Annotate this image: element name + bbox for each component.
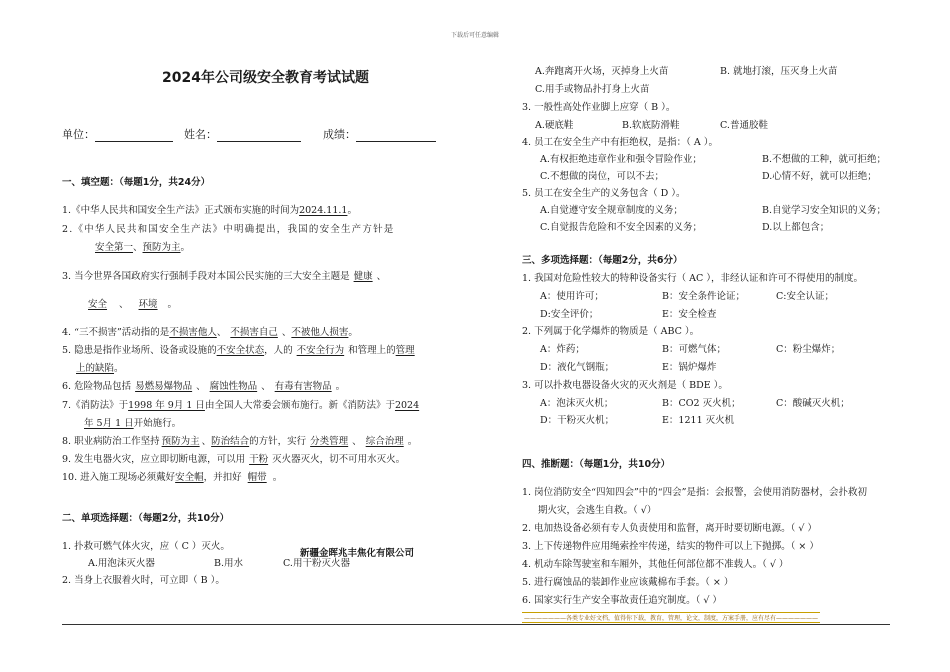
q-text: 5. 隐患是指作业场所、设备或设施的 bbox=[62, 345, 217, 356]
q-text: 、 bbox=[376, 271, 387, 282]
name-blank[interactable] bbox=[217, 130, 301, 142]
judge-item: 4. 机动车除驾驶室和车厢外，其他任何部位都不准载人。（ √ ） bbox=[522, 559, 789, 570]
q-text: 的方针，实行 bbox=[249, 436, 307, 447]
option: C.用手或物品扑打身上火苗 bbox=[535, 84, 650, 95]
q-text: 、 bbox=[201, 436, 212, 447]
judge-item: 2. 电加热设备必须有专人负责使用和监督，离开时要切断电源。（ √ ） bbox=[522, 523, 817, 534]
option: D：干粉灭火机； bbox=[540, 415, 615, 426]
option: A.用泡沫灭火器 bbox=[88, 558, 155, 569]
q-text: 10. 进入施工现场必须戴好 bbox=[62, 472, 176, 483]
fill-q7-cont bbox=[76, 415, 181, 429]
option: A：使用许可； bbox=[540, 291, 604, 302]
single-q5-stem: 5. 员工在安全生产的义务包含（ D ）。 bbox=[522, 188, 686, 199]
section4-heading: 四、推断题：（每题1分，共10分） bbox=[522, 459, 671, 470]
answer: 有毒有害物品 bbox=[274, 381, 332, 392]
fill-q3-cont bbox=[76, 296, 177, 310]
judge-item: 5. 进行腐蚀品的装卸作业应该戴棉布手套。（ × ） bbox=[522, 577, 734, 588]
option: A.有权拒绝违章作业和强令冒险作业； bbox=[540, 154, 702, 165]
multi-q1-stem: 1. 我国对危险性较大的特种设备实行（ AC ），非经认证和许可不得使用的制度。 bbox=[522, 273, 864, 284]
option: A.奔跑离开火场，灭掉身上火苗 bbox=[535, 66, 669, 77]
q-text: 6. 危险物品包括 bbox=[62, 381, 132, 392]
fill-q7 bbox=[62, 397, 419, 411]
q-text: 。 bbox=[272, 472, 283, 483]
option: A.自觉遵守安全规章制度的义务； bbox=[540, 205, 683, 216]
answer: 安全帽 bbox=[175, 472, 204, 483]
single-q4-stem: 4. 员工在安全生产中有拒绝权，是指：（ A ）。 bbox=[522, 137, 718, 148]
unit-blank[interactable] bbox=[95, 130, 173, 142]
option: D.心情不好，就可以拒绝； bbox=[762, 171, 877, 182]
q-text: 2.《中华人民共和国安全生产法》中明确提出，我国的安全生产方针是 bbox=[62, 224, 395, 235]
answer: 不损害他人 bbox=[169, 327, 217, 338]
name-field[interactable] bbox=[184, 126, 301, 142]
option: A.硬底鞋 bbox=[535, 120, 574, 131]
q-text: 。 bbox=[347, 205, 357, 216]
q-text: 灭火器灭火，切不可用水灭火。 bbox=[272, 454, 406, 465]
answer: 1998 年 9月 1 日 bbox=[128, 400, 205, 411]
multi-q3-stem: 3. 可以扑救电器设备火灾的灭火剂是（ BDE ）。 bbox=[522, 380, 728, 391]
fill-q9 bbox=[62, 451, 405, 465]
answer: 易燃易爆物品 bbox=[135, 381, 193, 392]
page-header-note: 下载后可任意编辑 bbox=[450, 32, 499, 39]
answer: 2024 bbox=[394, 400, 420, 411]
q-text: 。 bbox=[167, 299, 178, 310]
option: C.自觉报告危险和不安全因素的义务； bbox=[540, 222, 702, 233]
q-text: 。 bbox=[114, 363, 124, 374]
section3-heading: 三、多项选择题：（每题2分，共6分） bbox=[522, 255, 683, 266]
fill-q10 bbox=[62, 469, 282, 483]
answer: 环境 bbox=[138, 299, 158, 310]
exam-title: 2024年公司级安全教育考试试题 bbox=[162, 70, 369, 86]
answer: 帽带 bbox=[247, 472, 267, 483]
answer: 安全第一 bbox=[95, 242, 134, 253]
judge-item: 期火灾，会逃生自救。（ √） bbox=[538, 505, 657, 516]
option: C.用干粉灭火器 bbox=[283, 558, 350, 569]
single-q3-stem: 3. 一般性高处作业脚上应穿（ B ）。 bbox=[522, 102, 676, 113]
answer: 安全 bbox=[88, 299, 108, 310]
option: E：1211 灭火机 bbox=[662, 415, 735, 426]
q-text: 4. “三不损害”活动指的是 bbox=[62, 327, 170, 338]
section1-heading: 一、填空题：（每题1分，共24分） bbox=[62, 177, 211, 188]
name-label: 姓名： bbox=[184, 128, 217, 141]
option: C：粉尘爆炸； bbox=[776, 344, 841, 355]
option: B.自觉学习安全知识的义务； bbox=[762, 205, 887, 216]
fill-q5-cont bbox=[76, 360, 124, 374]
judge-item: 1. 岗位消防安全“四知四会”中的“四会”是指：会报警，会使用消防器材，会扑救初 bbox=[522, 487, 868, 498]
q-text: 7.《消防法》于 bbox=[62, 400, 129, 411]
answer: 年 5月 1 日 bbox=[84, 418, 134, 429]
q-text: 。 bbox=[180, 242, 191, 253]
answer: 不被他人损害 bbox=[291, 327, 349, 338]
option: E：安全检查 bbox=[662, 309, 717, 320]
option: C：酸碱灭火机； bbox=[776, 398, 850, 409]
option: D.以上都包含； bbox=[762, 222, 830, 233]
option: B. 就地打滚，压灭身上火苗 bbox=[720, 66, 838, 77]
option: E：锅炉爆炸 bbox=[662, 362, 717, 373]
option: C.普通胶鞋 bbox=[720, 120, 768, 131]
fill-q2 bbox=[62, 221, 394, 235]
answer: 预防为主 bbox=[161, 436, 200, 447]
company-name: 新疆金晖兆丰焦化有限公司 bbox=[300, 548, 415, 559]
judge-item: 6. 国家实行生产安全事故责任追究制度。（ √ ） bbox=[522, 595, 722, 606]
answer: 干粉 bbox=[249, 454, 269, 465]
fill-q4: 4. “三不损害”活动指的是不损害他人、 不损害自己 、不被他人损害。 bbox=[62, 327, 358, 338]
option: A：泡沫灭火机； bbox=[540, 398, 614, 409]
option: B：CO2 灭火机； bbox=[662, 398, 741, 409]
answer: 管理 bbox=[395, 345, 415, 356]
single-q1-stem: 1. 扑救可燃气体火灾，应（ C ）灭火。 bbox=[62, 541, 230, 552]
unit-field[interactable] bbox=[62, 126, 173, 142]
q-text: 由全国人大常委会颁布施行。新《消防法》于 bbox=[204, 400, 395, 411]
answer: 不安全行为 bbox=[296, 345, 345, 356]
q-text: 9. 发生电器火灾，应立即切断电源，可以用 bbox=[62, 454, 246, 465]
score-label: 成绩： bbox=[323, 128, 356, 141]
q-text: 开始施行。 bbox=[133, 418, 182, 429]
score-blank[interactable] bbox=[356, 130, 436, 142]
answer: 分类管理 bbox=[310, 436, 349, 447]
answer: 预防为主 bbox=[142, 242, 181, 253]
fill-q6: 6. 危险物品包括 易燃易爆物品 、 腐蚀性物品 、 有毒有害物品 。 bbox=[62, 381, 346, 392]
answer: 防治结合 bbox=[211, 436, 250, 447]
answer: 综合治理 bbox=[365, 436, 404, 447]
option: A：炸药； bbox=[540, 344, 585, 355]
option: C.不想做的岗位，可以不去； bbox=[540, 171, 664, 182]
answer: 2024.11.1 bbox=[299, 205, 348, 216]
fill-q1 bbox=[62, 202, 357, 216]
fill-q3 bbox=[62, 268, 386, 282]
fill-q8: 8. 职业病防治工作坚持 预防为主 、防治结合的方针，实行 分类管理 、 综合治理 。 bbox=[62, 436, 418, 447]
option: B：可燃气体； bbox=[662, 344, 726, 355]
score-field[interactable] bbox=[323, 126, 436, 142]
multi-q2-stem: 2. 下列属于化学爆炸的物质是（ ABC ）。 bbox=[522, 326, 700, 337]
q-text: 。 bbox=[348, 327, 358, 338]
single-q2-stem: 2. 当身上衣服着火时，可立即（ B ）。 bbox=[62, 575, 225, 586]
answer: 健康 bbox=[353, 271, 373, 282]
footer-banner: ———————各类专业好文档，值得你下载，教育，管理，论文，制度，方案手册，应有尽有——————— bbox=[522, 612, 820, 623]
section2-heading: 二、单项选择题：（每题2分，共10分） bbox=[62, 513, 230, 524]
answer: 不安全状态 bbox=[216, 345, 265, 356]
bottom-divider bbox=[62, 624, 890, 625]
option: B.软底防滑鞋 bbox=[622, 120, 680, 131]
answer: 腐蚀性物品 bbox=[209, 381, 258, 392]
q-text: 和管理上的 bbox=[348, 345, 396, 356]
q-text: 1.《中华人民共和国安全生产法》正式颁布实施的时间为 bbox=[62, 205, 300, 216]
judge-item: 3. 上下传递物件应用绳索拴牢传递，结实的物件可以上下抛掷。（ × ） bbox=[522, 541, 819, 552]
option: B.用水 bbox=[214, 558, 244, 569]
fill-q2-answers bbox=[95, 239, 190, 253]
option: D：液化气钢瓶； bbox=[540, 362, 615, 373]
answer: 不损害自己 bbox=[230, 327, 278, 338]
option: D:安全评价； bbox=[540, 309, 599, 320]
q-text: 8. 职业病防治工作坚持 bbox=[62, 436, 160, 447]
q-text: 。 bbox=[335, 381, 346, 392]
q-text: ，并扣好 bbox=[203, 472, 242, 483]
q-text: 、 bbox=[119, 299, 129, 310]
option: B：安全条件论证； bbox=[662, 291, 745, 302]
q-text: ，人的 bbox=[264, 345, 293, 356]
answer: 上的缺陷 bbox=[76, 363, 115, 374]
option: C:安全认证； bbox=[776, 291, 834, 302]
unit-label: 单位： bbox=[62, 128, 95, 141]
fill-q5 bbox=[62, 342, 415, 356]
q-text: 、 bbox=[133, 242, 143, 253]
q-text: 。 bbox=[407, 436, 418, 447]
q-text: 3. 当今世界各国政府实行强制手段对本国公民实施的三大安全主题是 bbox=[62, 271, 350, 282]
option: B.不想做的工种，就可拒绝； bbox=[762, 154, 887, 165]
